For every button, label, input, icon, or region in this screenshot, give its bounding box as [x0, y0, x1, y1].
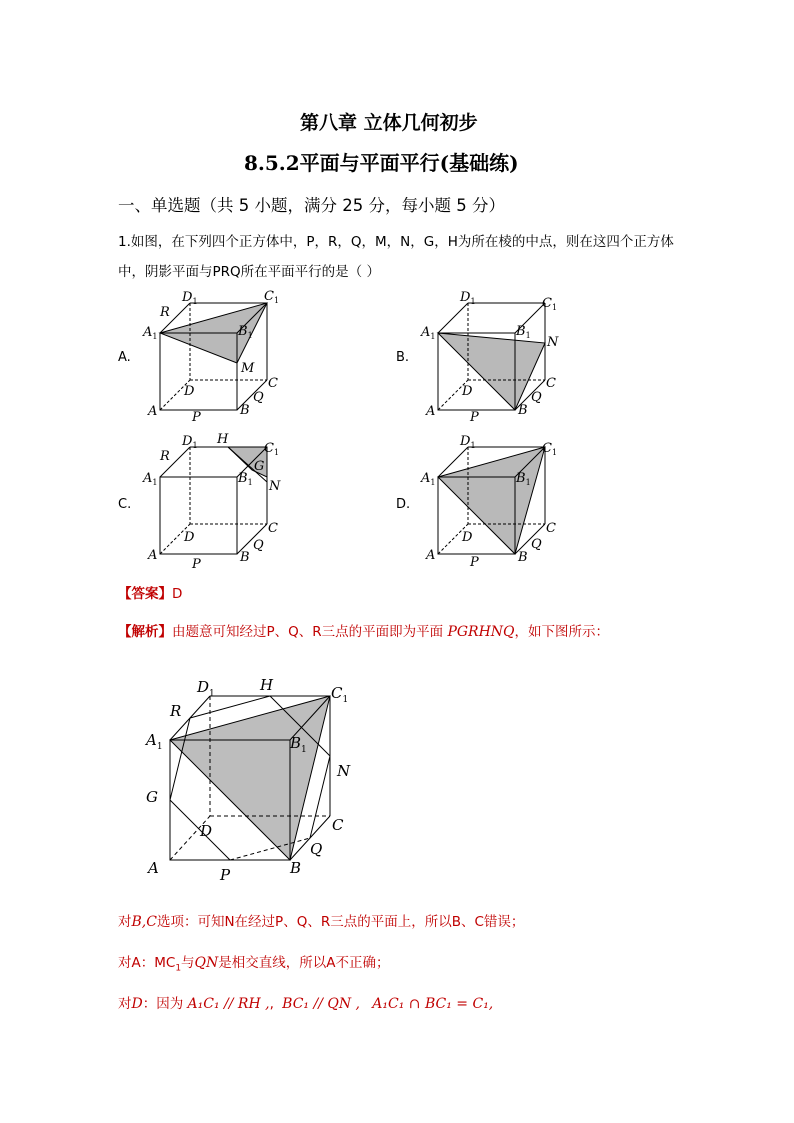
label-a: A: [148, 404, 158, 419]
large-cube-figure: [140, 668, 370, 888]
svg-text:D1: $D_1$: [182, 434, 198, 450]
analysis-text: 由题意可知经过P、Q、R三点的平面即为平面: [172, 624, 444, 640]
d-expr-2: BC₁ // QN ,: [282, 996, 360, 1012]
d-expr-1: A₁C₁ // RH ,: [187, 996, 270, 1012]
svg-text:H: H: [260, 676, 274, 694]
section-title: 8.5.2平面与平面平行(基础练): [244, 151, 519, 175]
d-text: ：因为: [142, 996, 184, 1012]
svg-text:D: D: [462, 530, 473, 545]
option-d-label: D.: [396, 497, 411, 512]
svg-text:R: R: [170, 702, 182, 720]
svg-text:A: A: [426, 548, 436, 563]
svg-text:B: B: [518, 403, 528, 418]
svg-text:G: G: [146, 788, 158, 806]
cube-figure-d: [418, 432, 568, 572]
svg-text:H: H: [217, 432, 229, 447]
svg-text:A1: $A_1$: [421, 471, 436, 487]
label-d1: $D_1$: [182, 290, 198, 306]
a-prefix: 对A：MC: [118, 955, 176, 971]
d-math: D: [131, 996, 143, 1012]
svg-text:P: P: [192, 557, 201, 572]
svg-text:C1: $C_1$: [542, 296, 558, 312]
svg-text:D1: $D_1$: [197, 678, 215, 699]
cube-figure-b: [418, 288, 568, 423]
svg-text:N: N: [547, 335, 559, 350]
svg-text:D: D: [462, 384, 473, 399]
svg-text:B1: $B_1$: [516, 324, 531, 340]
answer-value: D: [172, 586, 183, 602]
answer-line: [118, 582, 182, 602]
svg-text:A: A: [148, 859, 159, 877]
label-d: D: [184, 384, 195, 399]
label-p: P: [192, 410, 201, 423]
cube-figure-c: [140, 432, 290, 572]
svg-text:C: C: [546, 521, 556, 536]
svg-text:Q: Q: [531, 537, 542, 552]
analysis-plane: PGRHNQ: [447, 624, 515, 640]
svg-text:N: N: [269, 479, 281, 494]
label-c: C: [268, 376, 278, 391]
svg-text:B: B: [290, 859, 302, 877]
svg-text:D: D: [200, 822, 213, 840]
label-b: B: [240, 403, 250, 418]
cube-figure-a: [140, 288, 290, 423]
bc-prefix: 对: [118, 914, 132, 930]
label-c1: $C_1$: [264, 289, 280, 305]
analysis-tag: 【解析】: [118, 624, 172, 640]
option-c-label: C.: [118, 497, 132, 512]
question-line-1: 1.如图，在下列四个正方体中，P，R，Q，M，N，G，H为所在棱的中点，则在这四个正方体: [118, 234, 674, 250]
svg-text:C1: $C_1$: [542, 441, 558, 457]
svg-text:R: R: [160, 449, 170, 464]
svg-text:A1: $A_1$: [421, 325, 436, 341]
svg-text:C: C: [268, 521, 278, 536]
svg-text:B: B: [240, 550, 250, 565]
svg-text:C1: $C_1$: [331, 684, 349, 705]
svg-text:C: C: [546, 376, 556, 391]
svg-text:D1: $D_1$: [460, 434, 476, 450]
a-sub: 1: [175, 963, 182, 974]
svg-text:Q: Q: [531, 390, 542, 405]
svg-text:B: B: [518, 550, 528, 565]
svg-text:N: N: [337, 762, 351, 780]
svg-text:A: A: [148, 548, 158, 563]
svg-text:P: P: [470, 410, 479, 423]
question-line-2: 中，阴影平面与PRQ所在平面平行的是（ ）: [118, 264, 380, 280]
svg-text:Q: Q: [310, 840, 323, 858]
option-a-label: A.: [118, 350, 131, 365]
option-b-label: B.: [396, 350, 410, 365]
label-r: R: [160, 305, 170, 320]
shaded-plane-b: [438, 333, 545, 410]
svg-text:A1: $A_1$: [143, 471, 158, 487]
svg-text:Q: Q: [253, 538, 264, 553]
svg-text:D: D: [184, 530, 195, 545]
label-a1: $A_1$: [143, 325, 158, 341]
a-math: QN: [194, 955, 219, 971]
a-text: 是相交直线，所以A不正确；: [218, 955, 390, 971]
option-bc-line: [118, 910, 524, 930]
shaded-plane-large: [170, 696, 330, 860]
svg-text:P: P: [470, 555, 479, 570]
svg-text:C1: $C_1$: [264, 441, 280, 457]
label-b1: $B_1$: [238, 324, 253, 340]
svg-text:C: C: [332, 816, 344, 834]
svg-text:B1: $B_1$: [290, 734, 307, 755]
d-sep: ,: [269, 996, 274, 1012]
svg-text:A: A: [426, 404, 436, 419]
bc-text: 选项：可知N在经过P、Q、R三点的平面上，所以B、C错误；: [156, 914, 525, 930]
svg-text:D1: $D_1$: [460, 290, 476, 306]
analysis-text-end: ，如下图所示：: [514, 624, 610, 640]
d-prefix: 对: [118, 996, 132, 1012]
svg-text:A1: $A_1$: [146, 731, 163, 752]
label-m: M: [241, 361, 255, 376]
analysis-line: [118, 620, 609, 640]
option-d-line: [118, 992, 493, 1012]
a-mid: 与: [181, 955, 195, 971]
answer-tag: 【答案】: [118, 586, 172, 602]
svg-text:P: P: [220, 866, 231, 884]
svg-text:B1: $B_1$: [516, 471, 531, 487]
d-expr-3: A₁C₁ ∩ BC₁ = C₁,: [372, 996, 494, 1012]
label-q: Q: [253, 390, 264, 405]
svg-text:B1: $B_1$: [238, 471, 253, 487]
section-heading: 一、单选题（共 5 小题，满分 25 分，每小题 5 分）: [118, 196, 505, 215]
bc-math: B,C: [131, 914, 157, 930]
chapter-title: 第八章 立体几何初步: [300, 112, 478, 134]
svg-text:G: G: [254, 459, 265, 474]
option-a-line: [118, 951, 390, 974]
